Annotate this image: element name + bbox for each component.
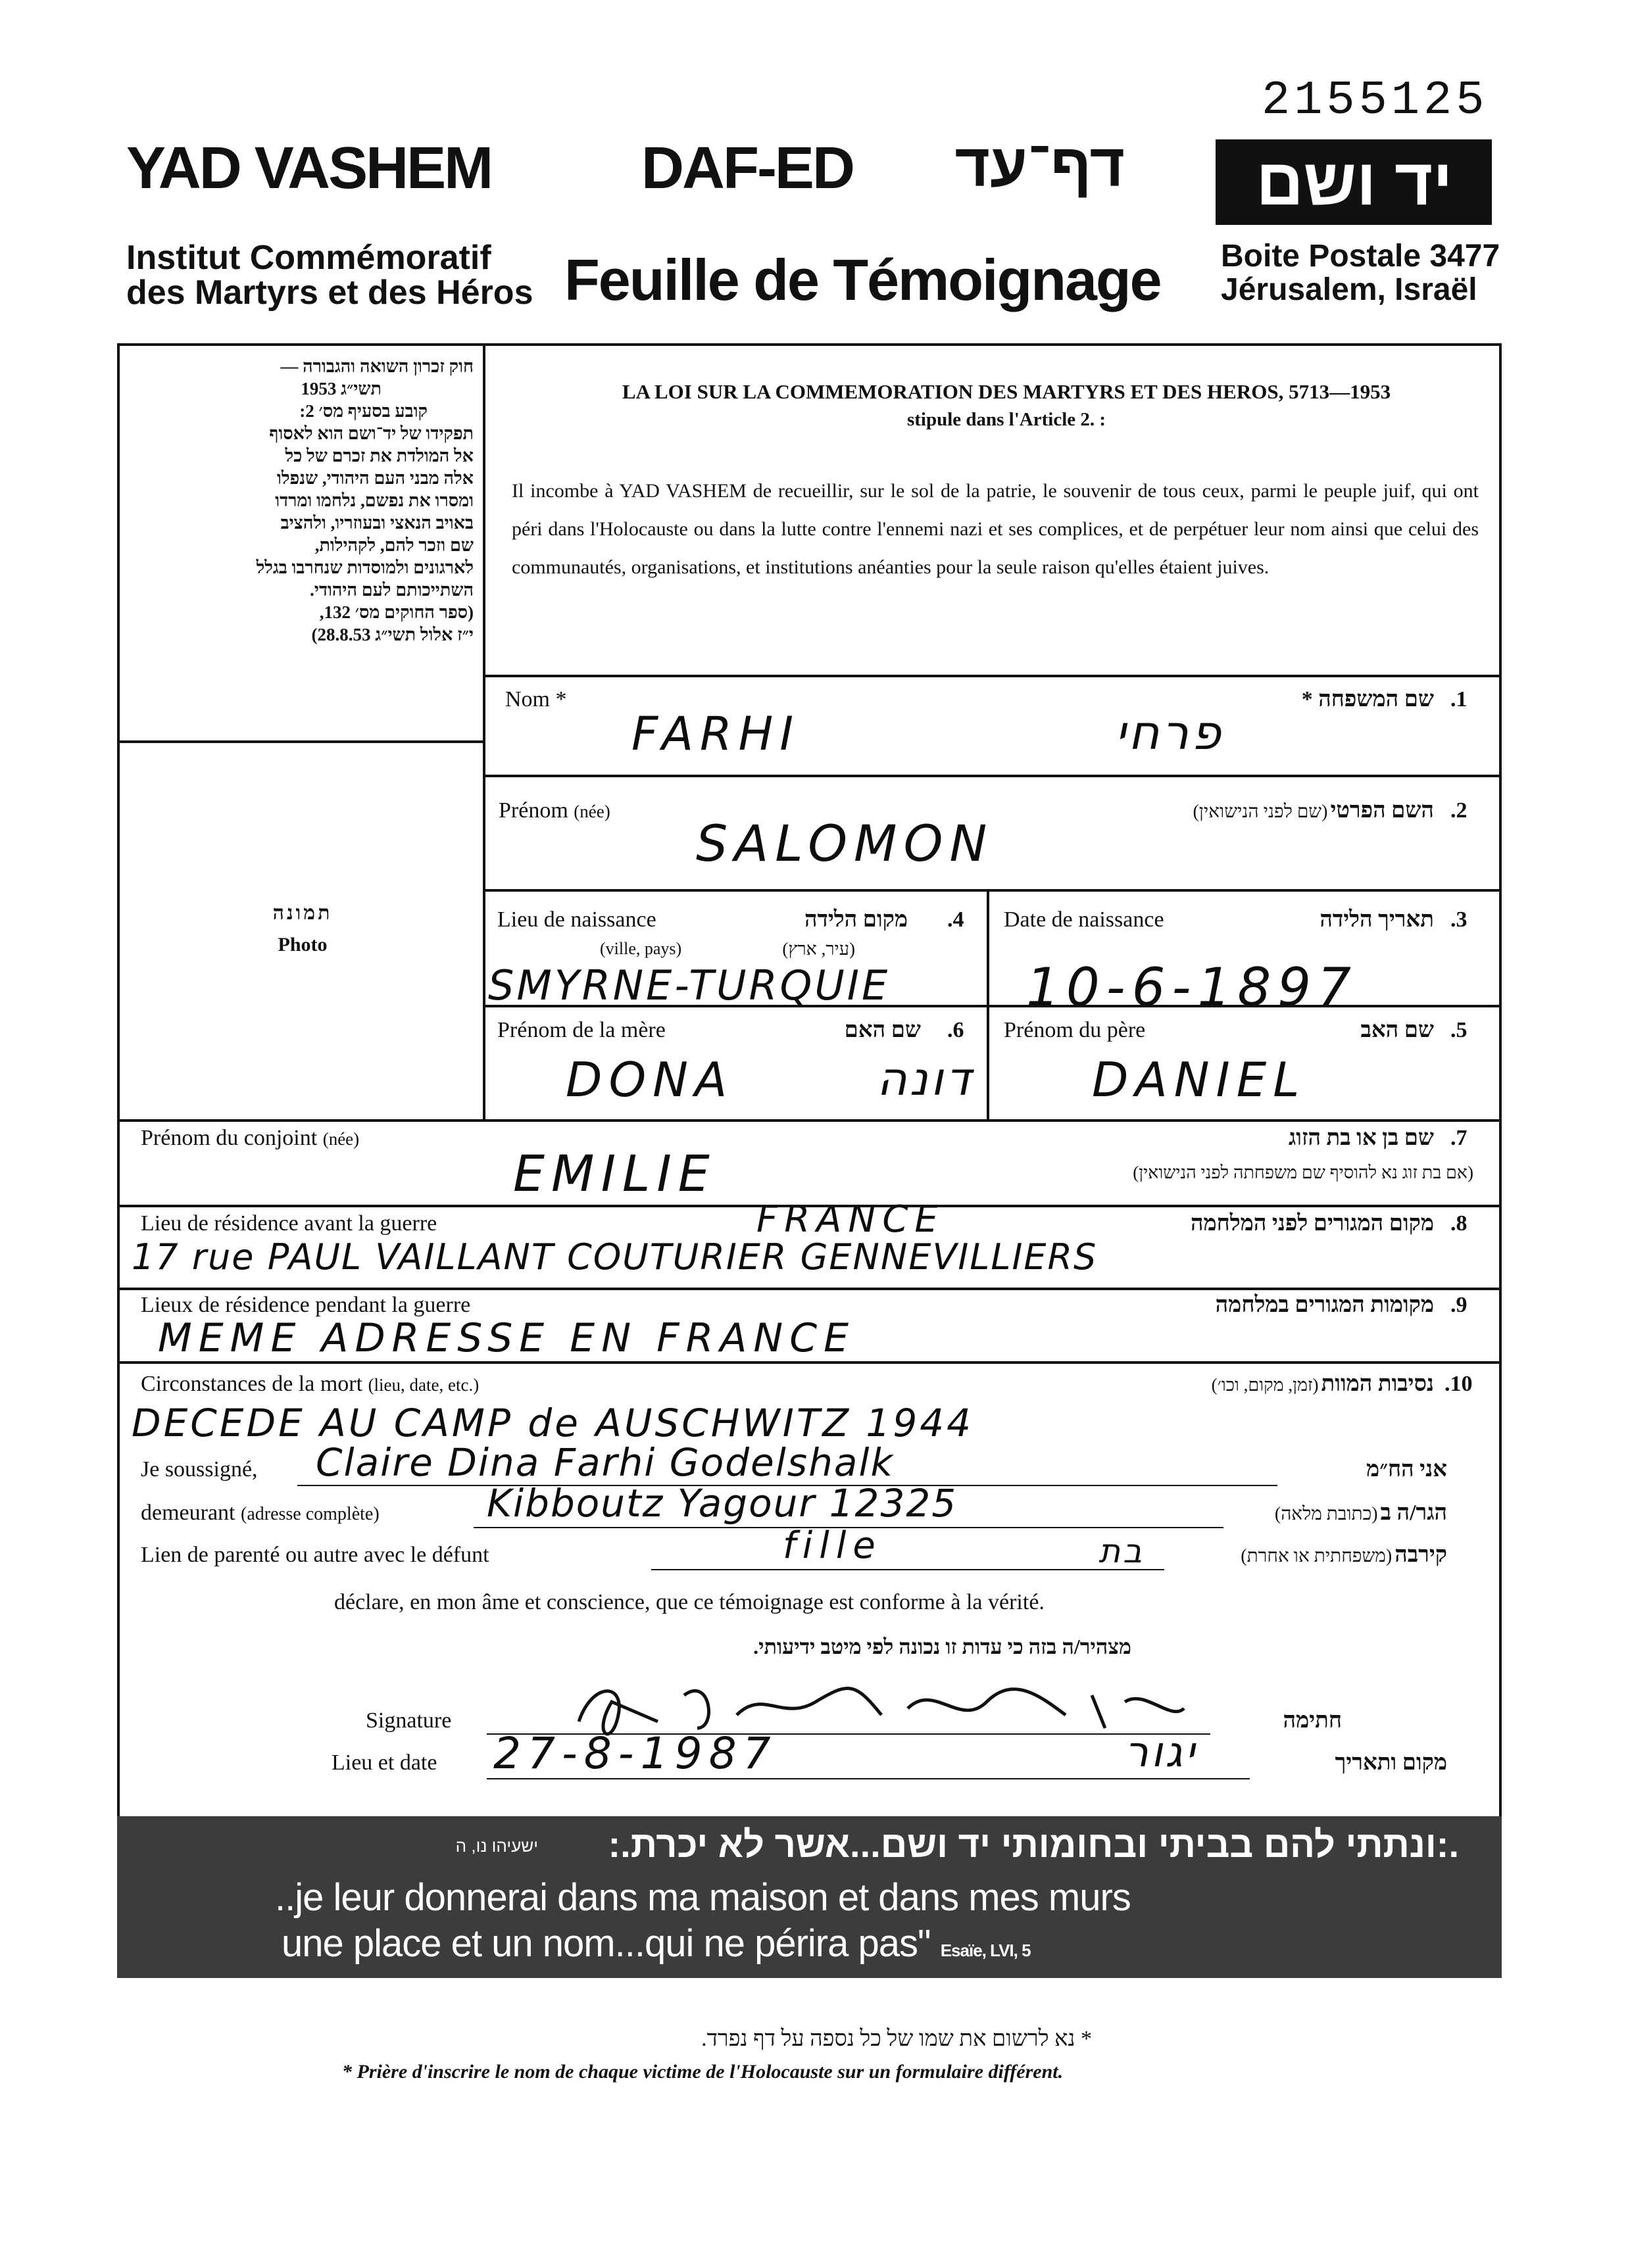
nom-label-he: שם המשפחה * xyxy=(1301,687,1434,712)
declaration-he: מצהיר/ה בזה כי עדות זו נכונה לפי מיטב ידיעותי. xyxy=(753,1635,1131,1658)
lieu-naissance-small: (ville, pays) xyxy=(600,939,682,958)
circonstances-num: .10 xyxy=(1444,1372,1473,1396)
hebrew-law-box-bottom xyxy=(117,740,484,743)
circonstances-he-wrap xyxy=(908,1372,1434,1397)
place-value-hebrew[interactable]: יגור xyxy=(1124,1728,1197,1777)
circonstances-he-small: (זמן, מקום, וכו׳) xyxy=(1211,1375,1319,1395)
prenom-pere-value[interactable]: DANIEL xyxy=(1092,1052,1306,1107)
demeurant-value[interactable]: Kibboutz Yagour 12325 xyxy=(487,1481,958,1526)
date-naissance-label: Date de naissance xyxy=(1004,907,1164,932)
circonstances-value[interactable]: DECEDE AU CAMP de AUSCHWITZ 1944 xyxy=(132,1401,974,1445)
conjoint-label-small: (née) xyxy=(322,1129,360,1149)
signature-he: חתימה xyxy=(1283,1708,1342,1733)
circonstances-label-small: (lieu, date, etc.) xyxy=(368,1375,480,1395)
law-he-line: תשי״ג 1953 xyxy=(301,379,382,398)
law-he-line: אל המולדת את זכרם של כל xyxy=(285,446,474,466)
quote-line2-text: une place et un nom...qui ne périra pas" xyxy=(282,1922,931,1965)
soussigne-value[interactable]: Claire Dina Farhi Godelshalk xyxy=(316,1440,895,1485)
soussigne-label: Je soussigné, xyxy=(141,1457,258,1482)
lien-value-hebrew[interactable]: בת xyxy=(1098,1532,1145,1570)
institute-line1: Institut Commémoratif xyxy=(126,239,491,277)
footnote-star-fr: * xyxy=(342,2061,357,2083)
form-code-hebrew: דף־עד xyxy=(954,132,1125,199)
prenom-num: .2 xyxy=(1450,798,1468,823)
soussigne-he: אני הח״מ xyxy=(1366,1457,1447,1482)
prenom-mere-he: שם האם xyxy=(844,1018,921,1042)
lien-he-small: (משפחתית או אחרת) xyxy=(1241,1546,1393,1566)
law-subtitle: stipule dans l'Article 2. : xyxy=(906,409,1106,430)
logo-text: יד ושם xyxy=(1256,145,1453,219)
law-he-line: חוק זכרון השואה והגבורה — xyxy=(280,356,474,376)
prenom-label-small: (née) xyxy=(574,802,610,821)
org-name: YAD VASHEM xyxy=(126,135,492,201)
law-he-line: קובע בסעיף מס׳ 2: xyxy=(299,401,428,421)
serial-number: 2155125 xyxy=(1262,74,1489,128)
demeurant-label xyxy=(141,1501,380,1526)
law-he-line: (ספר החוקים מס׳ 132, xyxy=(319,602,474,622)
law-title: LA LOI SUR LA COMMEMORATION DES MARTYRS ET DES HEROS, 5713—1953 xyxy=(622,380,1391,403)
circonstances-label-text: Circonstances de la mort xyxy=(141,1372,363,1396)
prenom-he-small: (שם לפני הנישואין) xyxy=(1193,802,1328,822)
prenom-mere-value-hebrew[interactable]: דונה xyxy=(876,1052,974,1106)
rule-8 xyxy=(117,1361,1502,1364)
form-code: DAF-ED xyxy=(641,135,853,201)
demeurant-label-text: demeurant xyxy=(141,1501,235,1525)
form-title: Feuille de Témoignage xyxy=(564,247,1161,312)
prenom-label-he xyxy=(987,798,1434,823)
conjoint-label-text: Prénom du conjoint xyxy=(141,1126,318,1150)
footnote-hebrew xyxy=(500,2027,1092,2052)
footnote-french-text: Prière d'inscrire le nom de chaque victime de l'Holocauste sur un formulaire différent. xyxy=(357,2061,1064,2083)
date-value[interactable]: 27-8-1987 xyxy=(493,1728,777,1779)
institute-line2: des Martyrs et des Héros xyxy=(126,274,533,312)
footnote-star: * xyxy=(1075,2027,1092,2051)
conjoint-num: .7 xyxy=(1450,1126,1468,1150)
address-line1: Boite Postale 3477 xyxy=(1221,239,1500,274)
hebrew-law-text xyxy=(132,355,474,646)
prenom-mere-label: Prénom de la mère xyxy=(497,1018,666,1042)
prenom-mere-num: .6 xyxy=(947,1018,964,1042)
left-column-divider xyxy=(483,343,485,1119)
photo-label: Photo xyxy=(278,934,328,955)
residence-avant-label: Lieu de résidence avant la guerre xyxy=(141,1211,437,1236)
rule-5 xyxy=(117,1119,1502,1122)
date-naissance-value[interactable]: 10-6-1897 xyxy=(1026,957,1358,1018)
residence-avant-address[interactable]: 17 rue PAUL VAILLANT COUTURIER GENNEVILLIERS xyxy=(132,1236,1098,1278)
rule-1 xyxy=(484,675,1502,677)
demeurant-he-wrap xyxy=(1223,1501,1447,1526)
prenom-pere-he: שם האב xyxy=(1360,1018,1434,1042)
law-he-line: י״ז אלול תשי״ג 28.8.53) xyxy=(311,625,474,644)
residence-avant-he: מקום המגורים לפני המלחמה xyxy=(1190,1211,1434,1236)
lieu-date-he: מקום ותאריך xyxy=(1335,1750,1447,1775)
conjoint-he-small: (אם בת זוג נא להוסיף שם משפחתה לפני הנישואין) xyxy=(1133,1163,1473,1182)
lieu-naissance-label: Lieu de naissance xyxy=(497,907,656,932)
lieu-naissance-num: .4 xyxy=(947,907,964,932)
residence-pendant-num: .9 xyxy=(1450,1293,1468,1317)
lien-value[interactable]: fille xyxy=(783,1524,882,1567)
yad-vashem-logo xyxy=(1216,139,1492,225)
lieu-naissance-he: מקום הלידה xyxy=(804,907,908,932)
residence-avant-country[interactable]: FRANCE xyxy=(756,1198,945,1241)
demeurant-he: הגר/ה ב xyxy=(1380,1501,1447,1525)
date-naissance-num: .3 xyxy=(1450,907,1468,932)
law-he-line: באויב הנאצי ובעוזריו, ולהציב xyxy=(280,513,474,533)
rule-3 xyxy=(484,889,1502,892)
quote-hebrew-ref: ישעיהו נו, ה xyxy=(455,1836,538,1856)
signature-stroke xyxy=(579,1689,1184,1734)
residence-pendant-he: מקומות המגורים במלחמה xyxy=(1215,1293,1434,1317)
demeurant-he-small: (כתובת מלאה) xyxy=(1274,1504,1378,1524)
declaration-fr: déclare, en mon âme et conscience, que ce témoignage est conforme à la vérité. xyxy=(334,1590,1045,1614)
nom-num: .1 xyxy=(1450,687,1468,712)
nom-value-hebrew[interactable]: פרחי xyxy=(1115,705,1223,760)
signature-label: Signature xyxy=(366,1708,452,1733)
law-he-line: תפקידו של יד־ושם הוא לאסוף xyxy=(269,423,474,443)
circonstances-he: נסיבות המוות xyxy=(1321,1372,1434,1396)
lieu-naissance-value[interactable]: SMYRNE-TURQUIE xyxy=(488,961,891,1009)
quote-band xyxy=(117,1816,1502,1978)
prenom-value[interactable]: SALOMON xyxy=(696,814,994,873)
prenom-mere-value[interactable]: DONA xyxy=(566,1052,734,1107)
quote-ref: Esaïe, LVI, 5 xyxy=(940,1941,1031,1960)
birth-row-divider xyxy=(987,889,989,1121)
rule-7 xyxy=(117,1288,1502,1290)
lien-he: קירבה xyxy=(1394,1543,1447,1567)
lien-he-wrap xyxy=(1158,1543,1447,1568)
prenom-pere-num: .5 xyxy=(1450,1018,1468,1042)
residence-pendant-value[interactable]: MEME ADRESSE EN FRANCE xyxy=(158,1315,856,1361)
nom-value[interactable]: FARHI xyxy=(631,707,800,761)
prenom-he-text: השם הפרטי xyxy=(1330,798,1434,823)
law-he-line: ומסרו את נפשם, נלחמו ומרדו xyxy=(275,491,474,510)
conjoint-value[interactable]: EMILIE xyxy=(513,1144,716,1203)
law-he-line: שם וזכר להם, לקהילות, xyxy=(314,535,474,555)
photo-hebrew: תמונה xyxy=(272,902,333,924)
footnote-french xyxy=(342,2061,1063,2083)
address-line2: Jérusalem, Israël xyxy=(1221,272,1477,307)
prenom-label xyxy=(499,798,610,823)
conjoint-he: שם בן או בת הזוג xyxy=(1289,1126,1434,1150)
law-he-line: לארגונים ולמוסדות שנחרבו בגלל xyxy=(256,558,474,577)
residence-avant-num: .8 xyxy=(1450,1211,1468,1236)
prenom-label-text: Prénom xyxy=(499,798,568,823)
nom-label: Nom * xyxy=(505,687,567,712)
conjoint-label xyxy=(141,1126,359,1151)
residence-pendant-label: Lieux de résidence pendant la guerre xyxy=(141,1293,471,1317)
prenom-pere-label: Prénom du père xyxy=(1004,1018,1146,1042)
quote-line2 xyxy=(282,1921,1031,1966)
date-naissance-he: תאריך הלידה xyxy=(1320,907,1434,932)
law-text: Il incombe à YAD VASHEM de recueillir, sur le sol de la patrie, le souvenir de tous ceux, parmi le peuple juif, qui ont péri dans l'Holocauste ou dans la lutte contre l'ennemi nazi et ses complices, et de perpétuer leur nom ainsi que celui des communautés, organisations, et institutions anéanties pour la seule raison qu'elles étaient juives. xyxy=(512,480,1479,578)
quote-hebrew: .:ונתתי להם בביתי ובחומותי יד ושם...אשר לא יכרת.: xyxy=(608,1823,1459,1865)
lieu-date-label: Lieu et date xyxy=(332,1750,437,1775)
circonstances-label xyxy=(141,1372,479,1397)
law-he-line: השתייכותם לעם היהודי. xyxy=(310,580,474,600)
footnote-hebrew-text: נא לרשום את שמו של כל נספה על דף נפרד. xyxy=(701,2027,1075,2051)
lieu-naissance-he-small: (עיר, ארץ) xyxy=(782,939,855,959)
quote-line1: ..je leur donnerai dans ma maison et dans mes murs xyxy=(275,1876,1131,1919)
rule-2 xyxy=(484,775,1502,777)
law-he-line: אלה מבני העם היהודי, שנפלו xyxy=(276,468,474,488)
demeurant-label-small: (adresse complète) xyxy=(241,1504,380,1524)
lien-label: Lien de parenté ou autre avec le défunt xyxy=(141,1543,489,1567)
